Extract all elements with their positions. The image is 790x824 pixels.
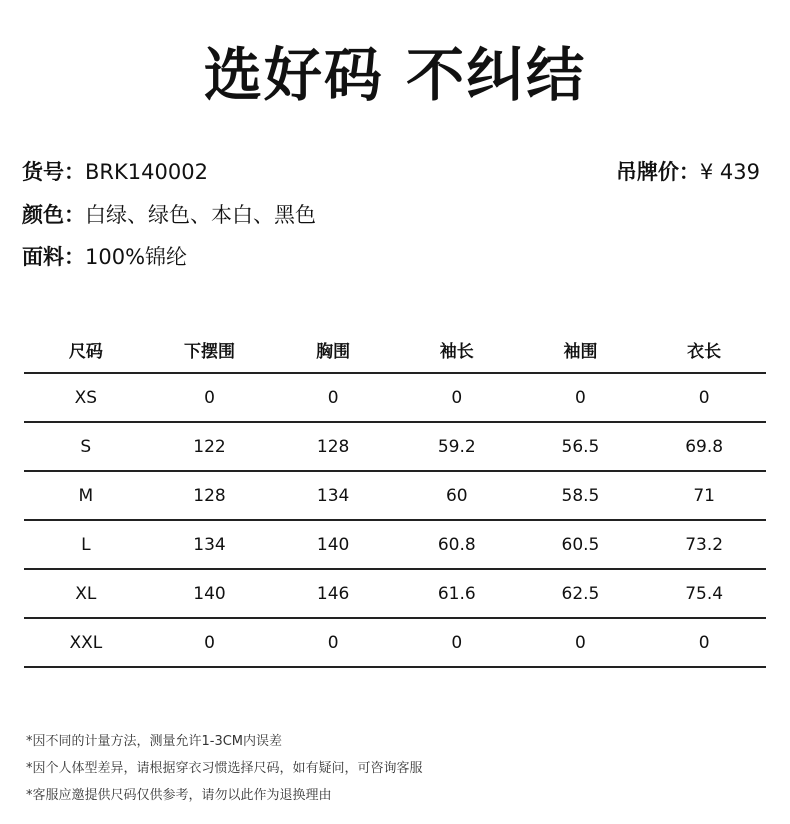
column-header: 尺码 [24,326,148,373]
sku-value: BRK140002 [85,160,208,184]
price-label: 吊牌价： [615,160,700,184]
table-cell: 128 [148,471,272,520]
column-header: 胸围 [271,326,395,373]
table-row [24,373,766,422]
color-value: 白绿、绿色、本白、黑色 [85,203,316,227]
table-cell: 140 [148,569,272,618]
table-cell: 0 [395,618,519,667]
table-row [24,569,766,618]
note-line: *客服应邀提供尺码仅供参考，请勿以此作为退换理由 [26,788,332,803]
table-cell: 0 [642,373,766,422]
table-cell: 69.8 [642,422,766,471]
table-row [24,471,766,520]
table-cell: 0 [271,618,395,667]
table-row [24,520,766,569]
column-header: 下摆围 [148,326,272,373]
table-cell: 60 [395,471,519,520]
price-row [616,156,760,186]
table-cell: 60.5 [519,520,643,569]
note-line: *因个人体型差异，请根据穿衣习惯选择尺码，如有疑问，可咨询客服 [26,761,423,776]
table-cell: 0 [148,373,272,422]
table-cell: 0 [642,618,766,667]
table-cell: M [24,471,148,520]
table-cell: 0 [519,618,643,667]
note-line: *因不同的计量方法，测量允许1-3CM内误差 [26,734,283,749]
table-cell: 0 [395,373,519,422]
table-cell: 0 [148,618,272,667]
color-row [22,199,316,229]
size-table [24,326,766,668]
table-header-row [24,326,766,373]
sku-label: 货号： [22,160,85,184]
table-cell: L [24,520,148,569]
column-header: 衣长 [642,326,766,373]
page-title: 选好码 不纠结 [203,41,587,109]
table-cell: S [24,422,148,471]
table-row [24,618,766,667]
table-cell: 75.4 [642,569,766,618]
table-cell: XS [24,373,148,422]
table-cell: 146 [271,569,395,618]
color-label: 颜色： [22,203,85,227]
material-label: 面料： [22,245,85,269]
table-cell: 73.2 [642,520,766,569]
price-value: ¥ 439 [699,160,760,184]
table-cell: 58.5 [519,471,643,520]
table-cell: 134 [148,520,272,569]
table-cell: 62.5 [519,569,643,618]
table-cell: 56.5 [519,422,643,471]
table-cell: XXL [24,618,148,667]
sku-row [22,156,208,186]
table-cell: 71 [642,471,766,520]
table-cell: 59.2 [395,422,519,471]
table-cell: 122 [148,422,272,471]
table-cell: 140 [271,520,395,569]
table-cell: 60.8 [395,520,519,569]
size-notes [26,732,423,813]
material-value: 100%锦纶 [85,245,188,269]
table-cell: 128 [271,422,395,471]
table-cell: 134 [271,471,395,520]
table-row [24,422,766,471]
table-cell: 0 [519,373,643,422]
table-cell: XL [24,569,148,618]
table-cell: 0 [271,373,395,422]
material-row [22,241,187,271]
table-cell: 61.6 [395,569,519,618]
column-header: 袖围 [519,326,643,373]
column-header: 袖长 [395,326,519,373]
